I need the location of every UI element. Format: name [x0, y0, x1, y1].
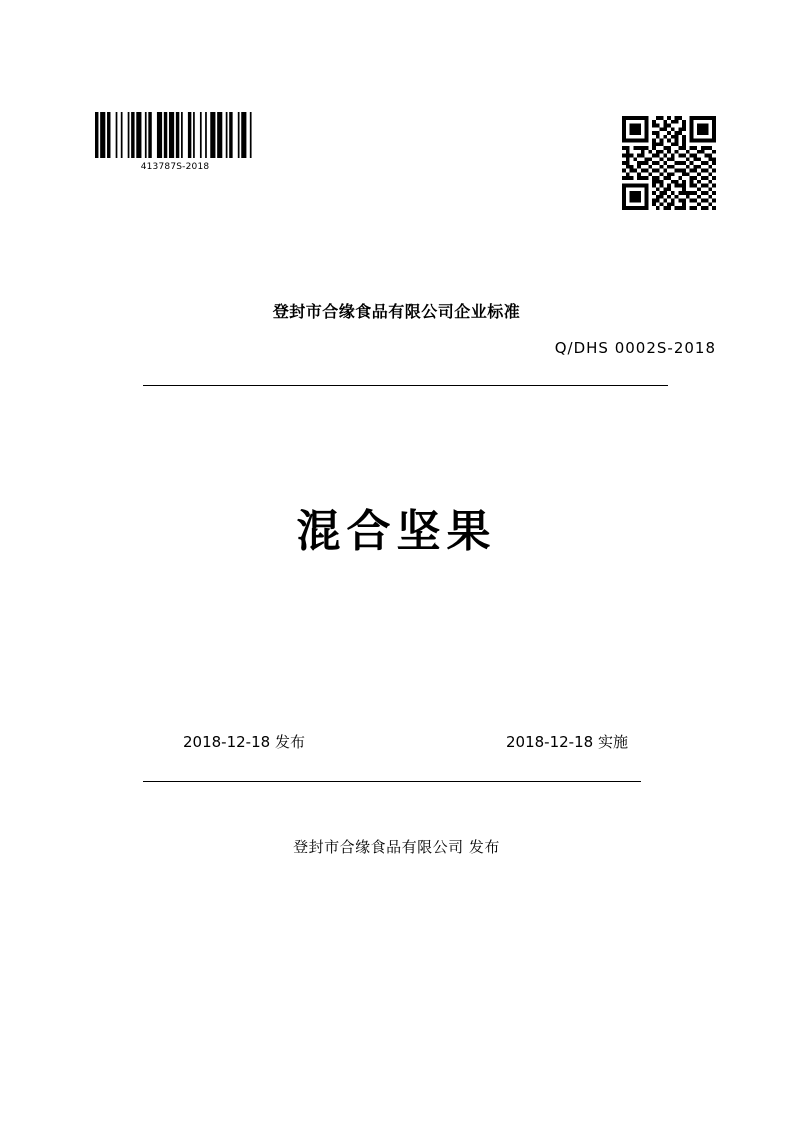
barcode-number: 413787S-2018 [140, 162, 210, 172]
divider-top [143, 385, 668, 386]
date-row [143, 731, 668, 753]
company-standard-heading: 登封市合缘食品有限公司企业标准 [272, 302, 521, 321]
publish-date: 2018-12-18 发布 [183, 733, 305, 751]
barcode-block [95, 112, 255, 172]
qr-code-icon [622, 116, 716, 210]
publisher-line: 登封市合缘食品有限公司 发布 [293, 838, 500, 856]
qr-code-block [622, 116, 716, 210]
standard-number: Q/DHS 0002S-2018 [554, 339, 716, 357]
barcode-icon [95, 112, 255, 158]
effective-date: 2018-12-18 实施 [506, 733, 628, 751]
page-title: 混合坚果 [296, 506, 497, 557]
divider-bottom [143, 781, 641, 782]
